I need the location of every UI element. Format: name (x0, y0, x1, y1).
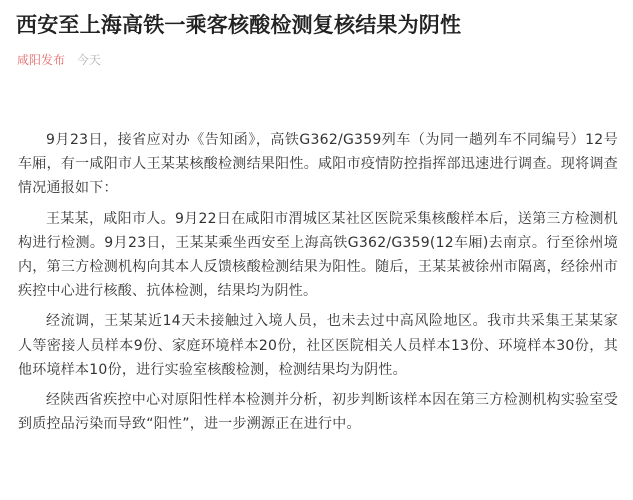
article-paragraph: 9月23日，接省应对办《告知函》，高铁G362/G359列车（为同一趟列车不同编号）12号车厢，有一咸阳市人王某某核酸检测结果阳性。咸阳市疫情防控指挥部迅速进行调查。现将调查情况通报如下： (18, 132, 618, 197)
publish-time: 今天 (76, 53, 101, 67)
article-title: 西安至上海高铁一乘客核酸检测复核结果为阴性 (16, 13, 462, 37)
article-paragraph: 经陕西省疾控中心对原阳性样本检测并分析，初步判断该样本因在第三方检测机构实验室受到质控品污染而导致“阳性”，进一步溯源正在进行中。 (18, 392, 618, 433)
article-paragraph: 经流调，王某某近14天未接触过入境人员，也未去过中高风险地区。我市共采集王某某家人等密接人员样本9份、家庭环境样本20份，社区医院相关人员样本13份、环境样本30份，其他环境样本10份，进行实验室核酸检测，检测结果均为阴性。 (18, 313, 618, 378)
article-body (18, 128, 618, 436)
article-paragraph: 王某某，咸阳市人。9月22日在咸阳市渭城区某社区医院采集核酸样本后，送第三方检测机构进行检测。9月23日，王某某乘坐西安至上海高铁G362/G359(12车厢)去南京。行至徐州境内，第三方检测机构向其本人反馈核酸检测结果为阳性。随后，王某某被徐州市隔离，经徐州市疾控中心进行核酸、抗体检测，结果均为阴性。 (18, 210, 618, 300)
source-link[interactable]: 咸阳发布 (17, 53, 66, 67)
article-meta (17, 52, 101, 68)
